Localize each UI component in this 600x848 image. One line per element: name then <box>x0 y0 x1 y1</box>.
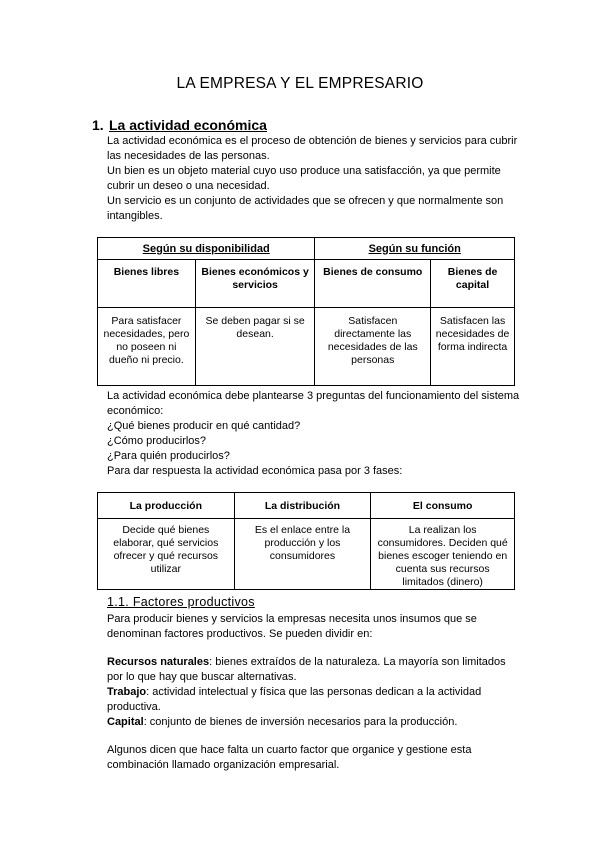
table-column-header: La distribución <box>234 493 371 519</box>
factors-list <box>107 655 522 730</box>
factor-item <box>107 685 522 715</box>
text-line: económico: <box>107 405 164 417</box>
text-line: Para dar respuesta la actividad económica pasa por 3 fases: <box>107 465 403 477</box>
text-line: combinación llamado organización empresarial. <box>107 759 340 771</box>
text-line: intangibles. <box>107 210 163 222</box>
table-column-header: El consumo <box>371 493 515 519</box>
table-column-header: Bienes de consumo <box>315 260 431 308</box>
document-title: LA EMPRESA Y EL EMPRESARIO <box>176 75 424 92</box>
table-cell: La realizan los consumidores. Deciden qué bienes escoger teniendo en cuenta sus recursos limitados (dinero) <box>371 519 515 590</box>
table-column-header: La producción <box>98 493 235 519</box>
economic-questions <box>107 389 527 479</box>
text-line: Para producir bienes y servicios la empresas necesita unos insumos que se <box>107 613 477 625</box>
factor-label: Capital <box>107 716 144 728</box>
table-group-header: Según su disponibilidad <box>98 238 315 260</box>
table-cell: Satisfacen directamente las necesidades de las personas <box>315 308 431 386</box>
factor-label: Trabajo <box>107 686 147 698</box>
table-cell: Es el enlace entre la producción y los consumidores <box>234 519 371 590</box>
text-line: ¿Qué bienes producir en qué cantidad? <box>107 420 301 432</box>
text-line: Un servicio es un conjunto de actividades que se ofrecen y que normalmente son <box>107 195 504 207</box>
economic-phases-table <box>97 492 515 590</box>
factor-label: Recursos naturales <box>107 656 210 668</box>
table-column-header: Bienes económicos y servicios <box>195 260 315 308</box>
goods-classification-table <box>97 237 515 386</box>
subsection-intro <box>107 612 527 642</box>
text-line: Algunos dicen que hace falta un cuarto factor que organice y gestione esta <box>107 744 472 756</box>
text-line: denominan factores productivos. Se pueden dividir en: <box>107 628 373 640</box>
table-cell: Se deben pagar si se desean. <box>195 308 315 386</box>
subsection-heading: 1.1. Factores productivos <box>107 595 255 609</box>
factor-item <box>107 655 522 685</box>
text-line: Un bien es un objeto material cuyo uso produce una satisfacción, ya que permite <box>107 165 501 177</box>
factor-text: : conjunto de bienes de inversión necesarios para la producción. <box>143 716 458 728</box>
text-line: La actividad económica debe plantearse 3 preguntas del funcionamiento del sistema <box>107 390 520 402</box>
section-intro <box>107 134 527 224</box>
table-group-header: Según su función <box>315 238 515 260</box>
section-number: 1. <box>92 117 104 133</box>
text-line: ¿Para quién producirlos? <box>107 450 230 462</box>
table-cell: Para satisfacer necesidades, pero no poseen ni dueño ni precio. <box>98 308 196 386</box>
text-line: La actividad económica es el proceso de obtención de bienes y servicios para cubrir <box>107 135 518 147</box>
section-heading-1 <box>92 117 267 133</box>
text-line: cubrir un deseo o una necesidad. <box>107 180 270 192</box>
table-column-header: Bienes de capital <box>431 260 515 308</box>
table-column-header: Bienes libres <box>98 260 196 308</box>
text-line: las necesidades de las personas. <box>107 150 270 162</box>
closing-paragraph <box>107 743 527 773</box>
factor-item <box>107 715 522 730</box>
table-cell: Decide qué bienes elaborar, qué servicios ofrecer y qué recursos utilizar <box>98 519 235 590</box>
table-cell: Satisfacen las necesidades de forma indirecta <box>431 308 515 386</box>
factor-text: : bienes extraídos de la naturaleza. La mayoría son limitados por lo que hay que buscar alternativas. <box>107 656 506 683</box>
section-title: La actividad económica <box>109 117 267 133</box>
factor-text: : actividad intelectual y física que las personas dedican a la actividad productiva. <box>107 686 482 713</box>
text-line: ¿Cómo producirlos? <box>107 435 207 447</box>
